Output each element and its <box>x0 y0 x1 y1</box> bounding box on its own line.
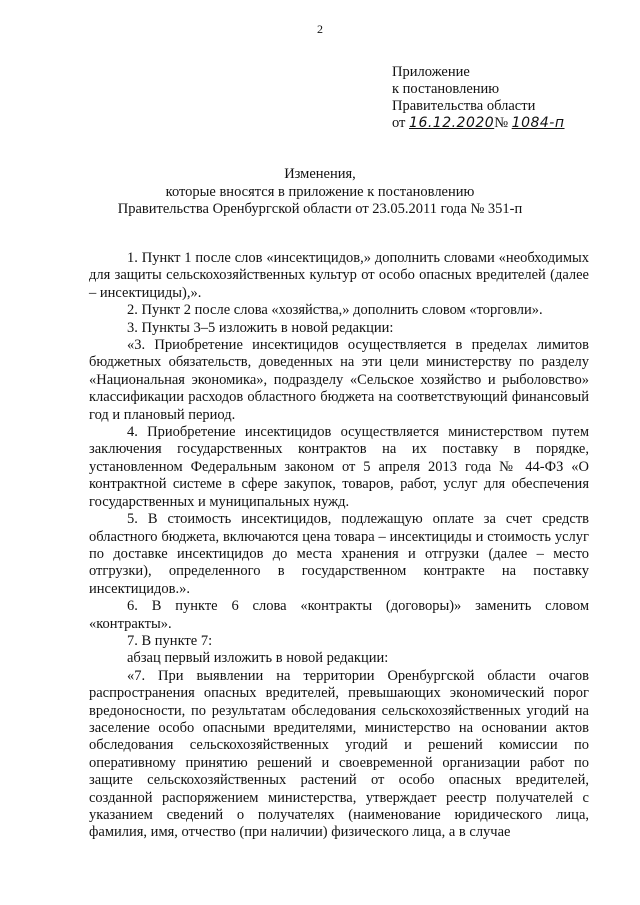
handwritten-date: 16.12.2020 <box>409 115 495 131</box>
paragraph: 2. Пункт 2 после слова «хозяйства,» дополнить словом «торговли». <box>127 302 543 319</box>
title-line-2: которые вносятся в приложение к постановлению <box>165 183 475 200</box>
number-sign: № <box>494 115 509 131</box>
appendix-block <box>392 64 565 132</box>
paragraph: 7. В пункте 7: <box>127 632 213 649</box>
title-line-3: Правительства Оренбургской области от 23.05.2011 года № 351-п <box>117 201 523 217</box>
page-number: 2 <box>317 22 323 36</box>
date-prefix: от <box>392 115 406 131</box>
paragraph: 1. Пункт 1 после слов «инсектицидов,» дополнить словами «необходимых для защиты сельскохозяйственных культур от особо опасных вредителей (далее – инсектициды),». <box>89 250 589 301</box>
document-title <box>0 166 640 219</box>
paragraph: 3. Пункты 3–5 изложить в новой редакции: <box>127 319 394 336</box>
paragraph: абзац первый изложить в новой редакции: <box>127 650 389 667</box>
paragraph: 4. Приобретение инсектицидов осуществляется министерством путем заключения государственных контрактов на их поставку в порядке, установленном Федеральным законом от 5 апреля 2013 года № 44-ФЗ «О контрактной системе в сфере закупок, товаров, работ, услуг для обеспечения государственных и муниципальных нужд. <box>89 424 589 510</box>
paragraph: 6. В пункте 6 слова «контракты (договоры)» заменить словом «контракты». <box>89 598 589 632</box>
paragraph: 5. В стоимость инсектицидов, подлежащую оплате за счет средств областного бюджета, включаются цена товара – инсектициды и стоимость услуг по доставке инсектицидов до места хранения и отгрузки (далее – место отгрузки), определенного в государственном контракте на поставку инсектицидов.». <box>89 511 589 597</box>
document-body <box>89 250 589 842</box>
title-line-1: Изменения, <box>284 166 356 182</box>
paragraph: «7. При выявлении на территории Оренбургской области очагов распространения опасных вредителей, превышающих экономический порог вредоносности, по результатам обследования сельскохозяйственных угодий на заселение особо опасными вредителями, министерство на основании актов обследования сельскохозяйственных угодий и решений комиссии по оперативному принятию решений и своевременной организации работ по защите сельскохозяйственных растений от особо опасных вредителей, созданной распоряжением министерства, утверждает реестр получателей с указанием сведений о получателях (наименование юридического лица, фамилия, имя, отчество (при наличии) физического лица, а в случае <box>89 667 589 841</box>
appendix-line-1: Приложение <box>392 64 470 80</box>
paragraph: «3. Приобретение инсектицидов осуществляется в пределах лимитов бюджетных обязательств, доведенных на эти цели министерству по разделу «Национальная экономика», подразделу «Сельское хозяйство и рыболовство» классификации расходов областного бюджета на соответствующий финансовый год и плановый период. <box>89 337 589 423</box>
appendix-date-line <box>392 115 565 132</box>
appendix-line-2: к постановлению <box>392 81 500 97</box>
handwritten-number: 1084-п <box>511 115 565 131</box>
appendix-line-3: Правительства области <box>392 98 536 114</box>
